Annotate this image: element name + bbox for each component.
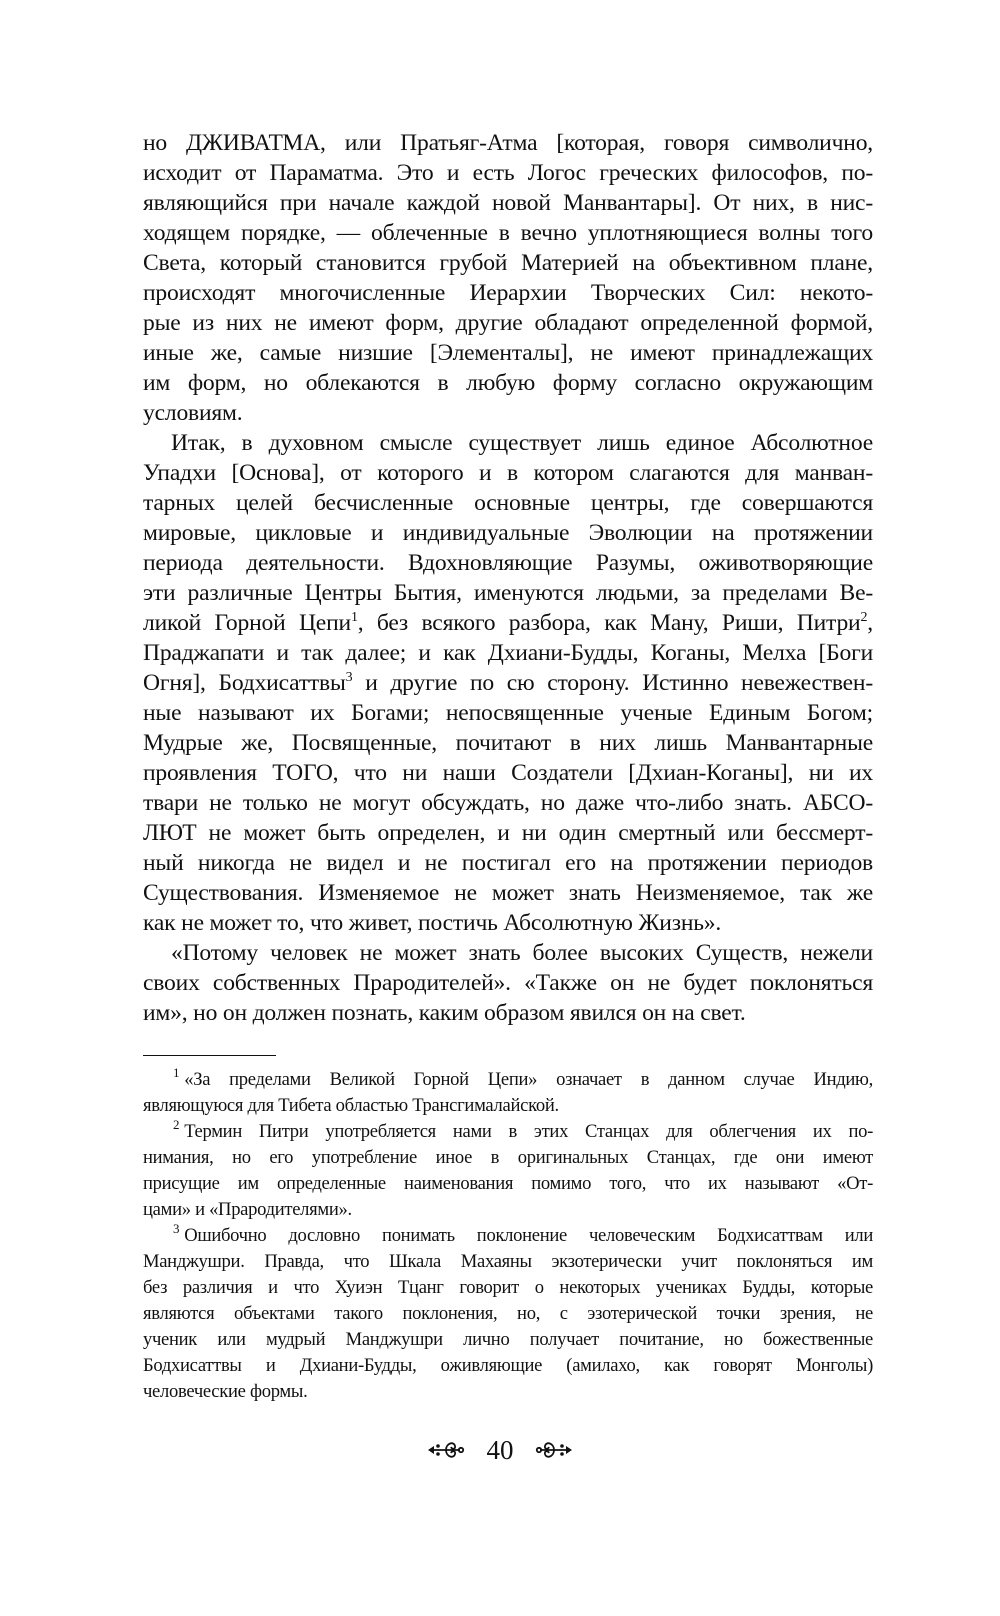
page-number: 40: [486, 1434, 514, 1465]
text-line: эти различные Центры Бытия, именуются людьми, за пределами Ве-: [143, 580, 873, 606]
text-line: рые из них не имеют форм, другие обладают определенной формой,: [143, 310, 873, 336]
footnotes: [143, 1067, 873, 1405]
text-line: Существования. Изменяемое не может знать Неизменяемое, так же: [143, 880, 873, 906]
footnote-number: 2: [173, 1117, 180, 1132]
text-fragment: , без всякого разбора, как Ману, Риши, Питри: [357, 610, 861, 636]
footnote-line: являются объектами такого поклонения, но, с эзотерической точки зрения, не: [143, 1303, 873, 1324]
text-fragment: ликой Горной Цепи: [143, 610, 351, 636]
footnote-line: человеческие формы.: [143, 1381, 308, 1402]
text-line: ные называют их Богами; непосвященные ученые Единым Богом;: [143, 700, 873, 726]
footnote-text: Ошибочно дословно понимать поклонение человеческим Бодхисаттвам или: [184, 1225, 873, 1246]
text-line: как не может то, что живет, постичь Абсолютную Жизнь».: [143, 910, 722, 936]
text-line: иные же, самые низшие [Элементалы], не имеют принадлежащих: [143, 340, 873, 366]
footnote-number: 3: [173, 1221, 180, 1236]
footnote-line: являющуюся для Тибета областью Трансгималайской.: [143, 1095, 559, 1116]
text-line: но ДЖИВАТМА, или Пратьяг-Атма [которая, говоря символично,: [143, 130, 873, 156]
paragraph-3: [143, 938, 873, 1028]
main-text: [143, 128, 873, 1028]
text-line: ный никогда не видел и не постигал его на протяжении периодов: [143, 850, 873, 876]
footnote-line: [143, 1067, 873, 1093]
fleuron-right-icon: [534, 1437, 574, 1463]
footnote-ref-2[interactable]: 2: [860, 610, 868, 625]
text-line: проявления ТОГО, что ни наши Создатели [Дхиан-Коганы], ни их: [143, 760, 873, 786]
text-line: своих собственных Прародителей». «Также он не будет поклоняться: [143, 970, 873, 996]
fleuron-left-icon: [426, 1437, 466, 1463]
footnote-2: [143, 1119, 873, 1223]
footnote-line: присущие им определенные наименования помимо того, что их называют «От-: [143, 1173, 873, 1194]
footnote-line: [143, 1223, 873, 1249]
footnote-text: Термин Питри употребляется нами в этих Станцах для облегчения их по-: [184, 1121, 873, 1142]
footnote-line: Манджушри. Правда, что Шкала Махаяны экзотерически учит поклоняться им: [143, 1251, 873, 1272]
text-line: условиям.: [143, 400, 243, 426]
page-number-footer: [0, 1430, 1000, 1467]
text-line: Упадхи [Основа], от которого и в котором слагаются для манван-: [143, 460, 873, 486]
text-line-with-footnote-ref: [143, 668, 873, 698]
paragraph-2: [143, 428, 873, 938]
text-line: являющийся при начале каждой новой Манвантары]. От них, в нис-: [143, 190, 873, 216]
footnote-line: ученик или мудрый Манджушри лично получает почитание, но божественные: [143, 1329, 873, 1350]
text-fragment: ,: [867, 610, 873, 636]
text-line-with-footnote-refs: [143, 608, 873, 638]
footnote-1: [143, 1067, 873, 1119]
footnote-number: 1: [173, 1065, 180, 1080]
footnote-line: цами» и «Прародителями».: [143, 1199, 352, 1220]
footnote-line: [143, 1119, 873, 1145]
text-line: мировые, цикловые и индивидуальные Эволюции на протяжении: [143, 520, 873, 546]
text-line: ЛЮТ не может быть определен, и ни один смертный или бессмерт-: [143, 820, 873, 846]
text-line: Света, который становится грубой Материей на объективном плане,: [143, 250, 873, 276]
text-line: им форм, но облекаются в любую форму согласно окружающим: [143, 370, 873, 396]
text-line: ходящем порядке, — облеченные в вечно уплотняющиеся волны того: [143, 220, 873, 246]
text-line: периода деятельности. Вдохновляющие Разумы, оживотворяющие: [143, 550, 873, 576]
text-line: происходят многочисленные Иерархии Творческих Сил: некото-: [143, 280, 873, 306]
text-line: «Потому человек не может знать более высоких Существ, нежели: [171, 940, 873, 966]
footnote-ref-1[interactable]: 1: [350, 610, 358, 625]
footnote-line: нимания, но его употребление иное в оригинальных Станцах, где они имеют: [143, 1147, 873, 1168]
footnote-text: «За пределами Великой Горной Цепи» означает в данном случае Индию,: [184, 1069, 873, 1090]
footnote-line: без различия и что Хуиэн Тцанг говорит о некоторых учениках Будды, которые: [143, 1277, 873, 1298]
footnote-ref-3[interactable]: 3: [345, 670, 353, 685]
text-line: тарных целей бесчисленные основные центры, где совершаются: [143, 490, 873, 516]
paragraph-1: [143, 128, 873, 428]
text-fragment: Огня], Бодхисаттвы: [143, 670, 346, 696]
text-line: Мудрые же, Посвященные, почитают в них лишь Манвантарные: [143, 730, 873, 756]
text-line: твари не только не могут обсуждать, но даже что-либо знать. АБСО-: [143, 790, 873, 816]
footnote-3: [143, 1223, 873, 1405]
footnote-separator: [143, 1055, 276, 1056]
text-line: Итак, в духовном смысле существует лишь единое Абсолютное: [171, 430, 873, 456]
text-line: исходит от Параматма. Это и есть Логос греческих философов, по-: [143, 160, 873, 186]
text-fragment: и другие по сю сторону. Истинно невежествен-: [352, 670, 874, 696]
footnote-line: Бодхисаттвы и Дхиани-Будды, оживляющие (амилахо, как говорят Монголы): [143, 1355, 873, 1376]
text-line: им», но он должен познать, каким образом явился он на свет.: [143, 1000, 746, 1026]
text-line: Праджапати и так далее; и как Дхиани-Будды, Коганы, Мелха [Боги: [143, 640, 873, 666]
